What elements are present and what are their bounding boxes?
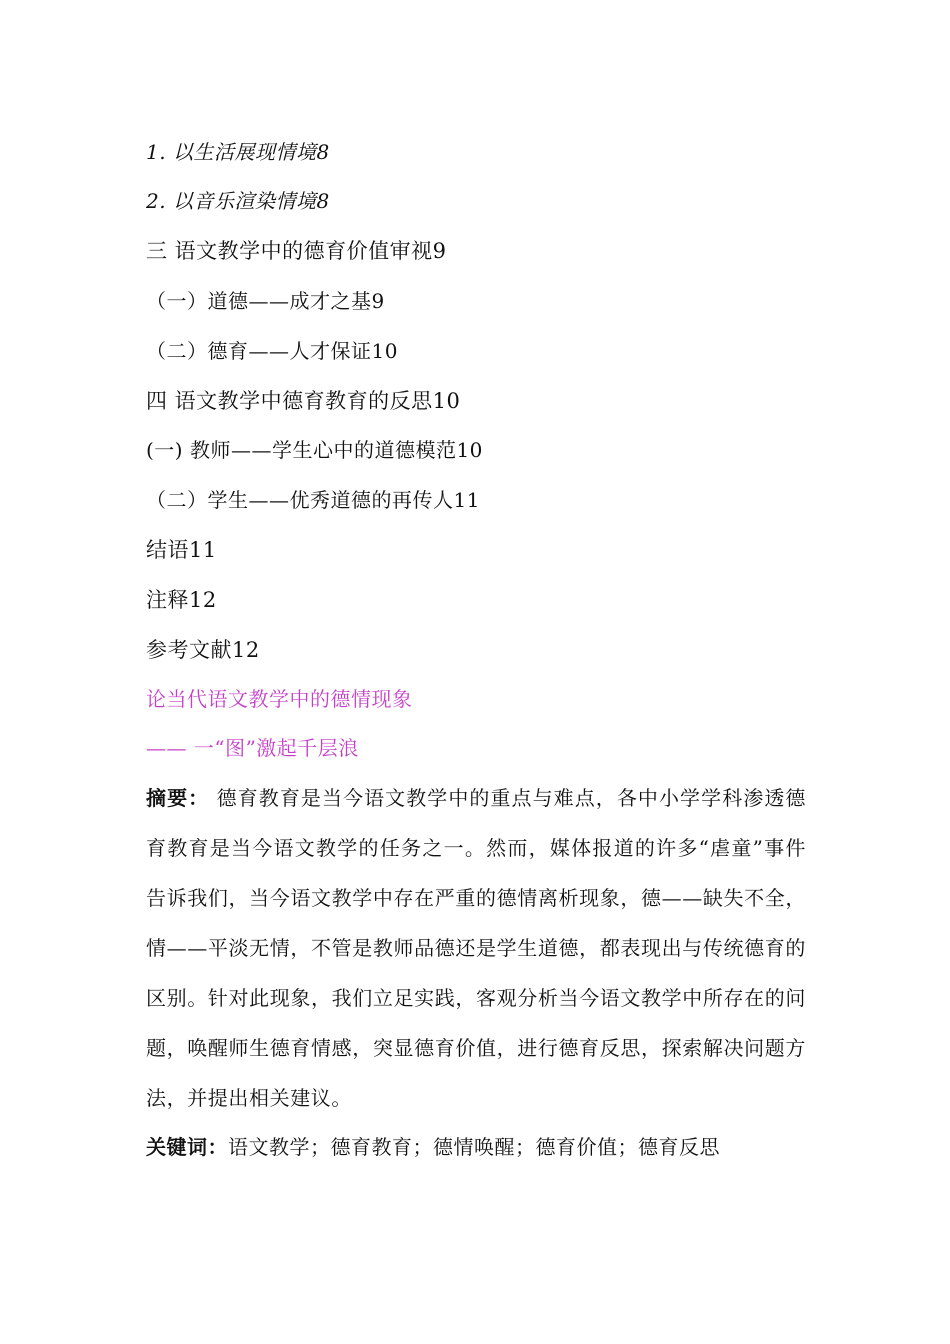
toc-item-3: 三 语文教学中的德育价值审视9 <box>146 239 447 263</box>
article-title: 论当代语文教学中的德情现象 <box>146 687 413 711</box>
toc-item-10: 注释12 <box>146 588 217 612</box>
toc-item-11: 参考文献12 <box>146 638 260 662</box>
keywords-label: 关键词： <box>146 1135 228 1159</box>
toc-item-8: （二）学生——优秀道德的再传人11 <box>146 488 480 512</box>
toc-item-6: 四 语文教学中德育教育的反思10 <box>146 389 461 413</box>
toc-item-4: （一）道德——成才之基9 <box>146 289 385 313</box>
toc-item-9: 结语11 <box>146 538 217 562</box>
article-subtitle: —— 一“图”激起千层浪 <box>146 736 359 760</box>
keywords-text: 语文教学；德育教育；德情唤醒；德育价值；德育反思 <box>228 1135 720 1159</box>
keywords-line <box>146 1132 720 1162</box>
toc-item-2: 2. 以音乐渲染情境8 <box>146 189 330 213</box>
abstract-text: 德育教育是当今语文教学中的重点与难点，各中小学学科渗透德育教育是当今语文教学的任务之一。然而，媒体报道的许多“虐童”事件告诉我们，当今语文教学中存在严重的德情离析现象，德——缺失不全，情——平淡无情，不管是教师品德还是学生道德，都表现出与传统德育的区别。针对此现象，我们立足实践，客观分析当今语文教学中所存在的问题，唤醒师生德育情感，突显德育价值，进行德育反思，探索解决问题方法，并提出相关建议。 <box>146 786 806 1110</box>
abstract-paragraph <box>146 773 806 1123</box>
toc-item-7: (一) 教师——学生心中的道德模范10 <box>146 438 483 462</box>
toc-item-1: 1. 以生活展现情境8 <box>146 140 330 164</box>
toc-item-5: （二）德育——人才保证10 <box>146 339 398 363</box>
abstract-label: 摘要： <box>146 786 210 810</box>
